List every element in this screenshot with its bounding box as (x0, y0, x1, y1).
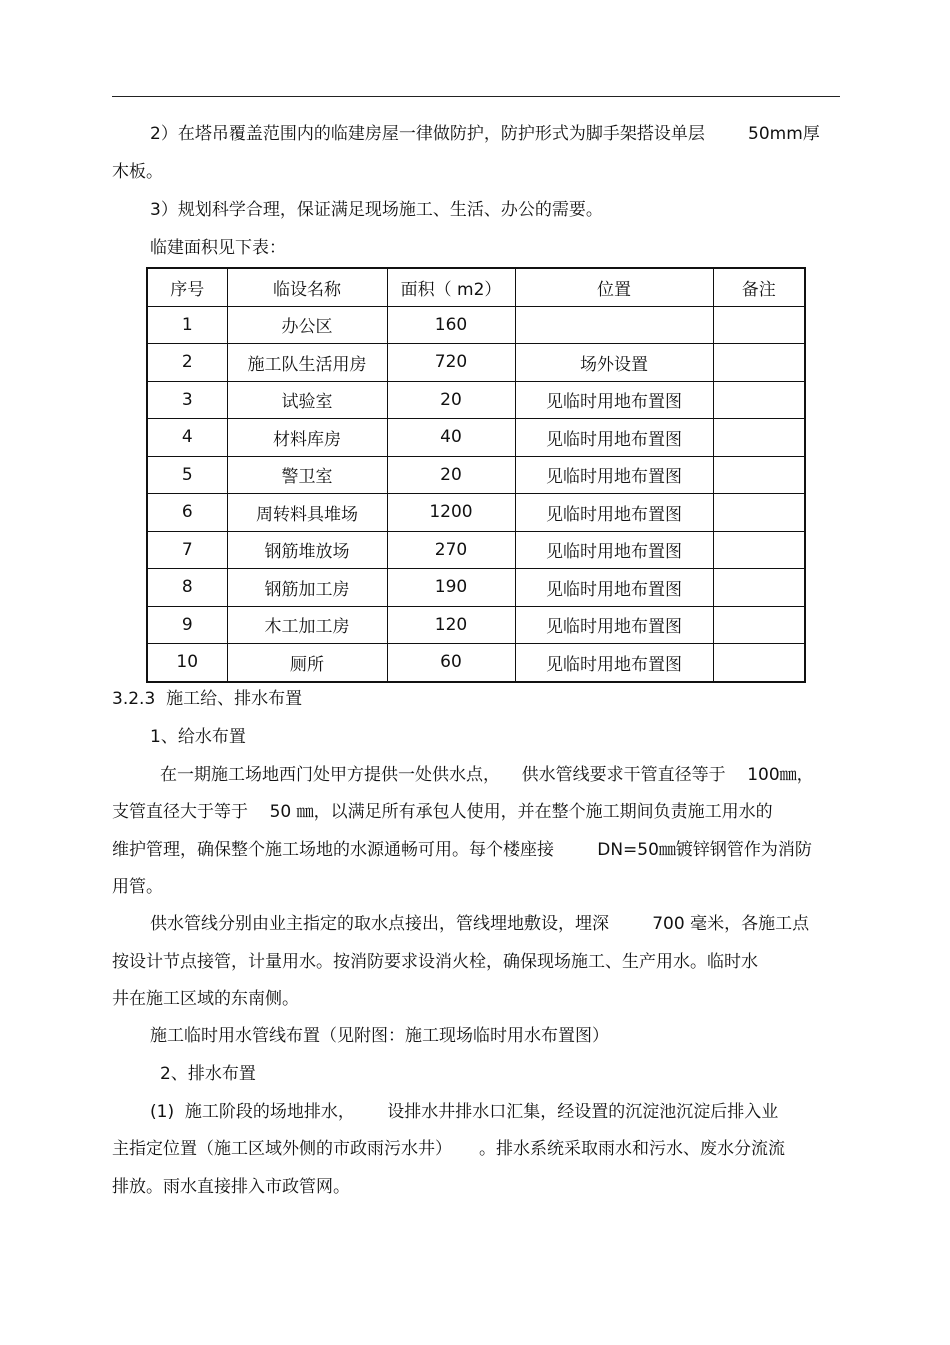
cell-index: 7 (147, 531, 227, 569)
paragraph-planning: 3）规划科学合理，保证满足现场施工、生活、办公的需要。 (150, 200, 603, 220)
cell-remarks (713, 456, 805, 494)
cell-location: 见临时用地布置图 (515, 419, 713, 457)
cell-remarks (713, 606, 805, 644)
cell-remarks (713, 381, 805, 419)
cell-area: 270 (387, 531, 515, 569)
table-row (147, 456, 805, 494)
cell-index: 2 (147, 344, 227, 382)
cell-area: 60 (387, 644, 515, 682)
cell-area: 20 (387, 381, 515, 419)
table-row (147, 606, 805, 644)
header-facility-name: 临设名称 (227, 268, 387, 306)
cell-location: 见临时用地布置图 (515, 606, 713, 644)
paragraph-pipeline-layout: 施工临时用水管线布置（见附图：施工现场临时用水布置图） (150, 1026, 609, 1046)
temporary-facility-table (146, 267, 806, 683)
paragraph-pipeline-line3: 井在施工区域的东南侧。 (112, 989, 299, 1009)
paragraph-drainage-line1: (1) 施工阶段的场地排水， 设排水井排水口汇集，经设置的沉淀池沉淀后排入业 (150, 1102, 779, 1122)
cell-remarks (713, 569, 805, 607)
paragraph-pipeline-line2: 按设计节点接管，计量用水。按消防要求设消火栓，确保现场施工、生产用水。临时水 (112, 952, 758, 972)
table-row (147, 494, 805, 532)
cell-facility-name: 警卫室 (227, 456, 387, 494)
table-row (147, 306, 805, 344)
table-caption: 临建面积见下表： (150, 238, 286, 258)
paragraph-pipeline-line1: 供水管线分别由业主指定的取水点接出，管线埋地敷设，埋深 700 毫米，各施工点 (150, 914, 810, 934)
cell-index: 9 (147, 606, 227, 644)
paragraph-supply-line2: 支管直径大于等于 50 ㎜，以满足所有承包人使用，并在整个施工期间负责施工用水的 (112, 802, 773, 822)
cell-index: 4 (147, 419, 227, 457)
cell-facility-name: 试验室 (227, 381, 387, 419)
cell-index: 1 (147, 306, 227, 344)
table-row (147, 644, 805, 682)
cell-location: 见临时用地布置图 (515, 456, 713, 494)
cell-location: 场外设置 (515, 344, 713, 382)
cell-remarks (713, 306, 805, 344)
cell-location: 见临时用地布置图 (515, 531, 713, 569)
cell-area: 720 (387, 344, 515, 382)
cell-facility-name: 厕所 (227, 644, 387, 682)
paragraph-drainage-line3: 排放。雨水直接排入市政管网。 (112, 1177, 350, 1197)
cell-facility-name: 木工加工房 (227, 606, 387, 644)
section-heading-water: 3.2.3 施工给、排水布置 (112, 689, 303, 709)
cell-index: 3 (147, 381, 227, 419)
subheading-water-supply: 1、给水布置 (150, 727, 246, 747)
header-rule (112, 96, 840, 97)
paragraph-protection-line1: 2）在塔吊覆盖范围内的临建房屋一律做防护，防护形式为脚手架搭设单层 50mm厚 (150, 124, 820, 144)
cell-facility-name: 钢筋加工房 (227, 569, 387, 607)
cell-remarks (713, 531, 805, 569)
cell-area: 1200 (387, 494, 515, 532)
header-area: 面积（ m2） (387, 268, 515, 306)
cell-area: 160 (387, 306, 515, 344)
cell-location: 见临时用地布置图 (515, 569, 713, 607)
subheading-drainage: 2、排水布置 (160, 1064, 256, 1084)
paragraph-protection-line2: 木板。 (112, 162, 163, 182)
paragraph-supply-line4: 用管。 (112, 877, 163, 897)
header-remarks: 备注 (713, 268, 805, 306)
table-row (147, 419, 805, 457)
cell-remarks (713, 344, 805, 382)
cell-index: 8 (147, 569, 227, 607)
cell-location: 见临时用地布置图 (515, 381, 713, 419)
cell-facility-name: 钢筋堆放场 (227, 531, 387, 569)
cell-area: 40 (387, 419, 515, 457)
table-row (147, 344, 805, 382)
cell-remarks (713, 644, 805, 682)
cell-index: 5 (147, 456, 227, 494)
cell-facility-name: 材料库房 (227, 419, 387, 457)
cell-remarks (713, 419, 805, 457)
cell-location: 见临时用地布置图 (515, 644, 713, 682)
table-row (147, 381, 805, 419)
cell-facility-name: 施工队生活用房 (227, 344, 387, 382)
table-row (147, 569, 805, 607)
cell-index: 6 (147, 494, 227, 532)
paragraph-supply-line3: 维护管理，确保整个施工场地的水源通畅可用。每个楼座接 DN=50㎜镀锌钢管作为消防 (112, 840, 812, 860)
cell-index: 10 (147, 644, 227, 682)
cell-facility-name: 办公区 (227, 306, 387, 344)
cell-location (515, 306, 713, 344)
cell-area: 20 (387, 456, 515, 494)
header-location: 位置 (515, 268, 713, 306)
cell-area: 190 (387, 569, 515, 607)
table-header-row (147, 268, 805, 306)
cell-remarks (713, 494, 805, 532)
table-row (147, 531, 805, 569)
paragraph-drainage-line2: 主指定位置（施工区域外侧的市政雨污水井） 。排水系统采取雨水和污水、废水分流流 (112, 1139, 786, 1159)
cell-facility-name: 周转料具堆场 (227, 494, 387, 532)
cell-area: 120 (387, 606, 515, 644)
cell-location: 见临时用地布置图 (515, 494, 713, 532)
paragraph-supply-line1: 在一期施工场地西门处甲方提供一处供水点， 供水管线要求干管直径等于 100㎜， (160, 765, 814, 785)
header-index: 序号 (147, 268, 227, 306)
